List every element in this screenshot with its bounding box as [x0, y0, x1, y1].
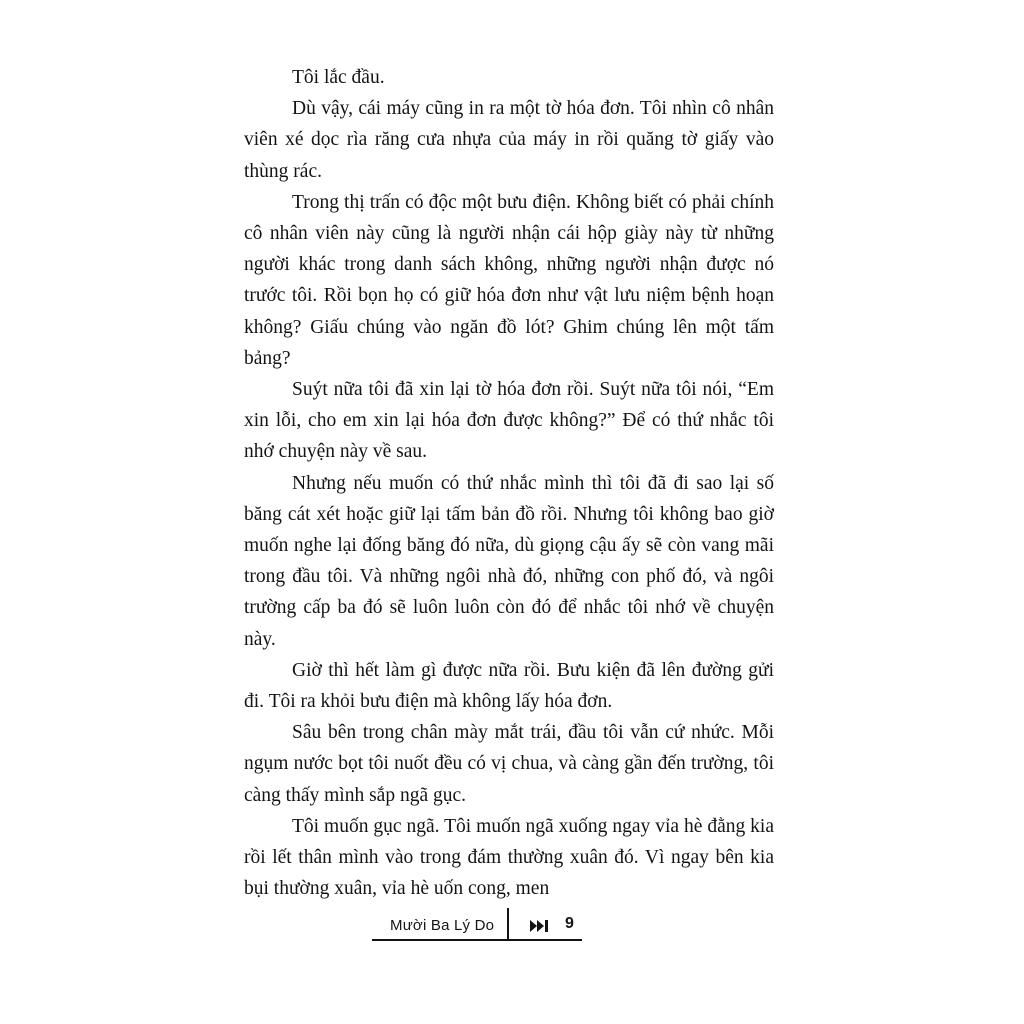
- paragraph: Sâu bên trong chân mày mắt trái, đầu tôi vẫn cứ nhức. Mỗi ngụm nước bọt tôi nuốt đều có vị chua, và càng gần đến trường, tôi càng thấy mình sắp ngã gục.: [244, 722, 774, 806]
- footer-divider: [507, 908, 509, 940]
- paragraph: Tôi lắc đầu.: [292, 67, 385, 88]
- paragraph: Giờ thì hết làm gì được nữa rồi. Bưu kiện đã lên đường gửi đi. Tôi ra khỏi bưu điện mà không lấy hóa đơn.: [244, 659, 774, 713]
- paragraph: Dù vậy, cái máy cũng in ra một tờ hóa đơn. Tôi nhìn cô nhân viên xé dọc rìa răng cưa nhựa của máy in rồi quăng tờ giấy vào thùng rác.: [244, 98, 774, 182]
- page-number: 9: [565, 915, 574, 932]
- body-text: [244, 62, 774, 904]
- paragraph: Trong thị trấn có độc một bưu điện. Không biết có phải chính cô nhân viên này cũng là người nhận cái hộp giày này từ những người khác trong danh sách không, những người nhận được nó trước tôi. Rồi bọn họ có giữ hóa đơn như vật lưu niệm bệnh hoạn không? Giấu chúng vào ngăn đồ lót? Ghim chúng lên một tấm bảng?: [244, 191, 774, 369]
- paragraph: Nhưng nếu muốn có thứ nhắc mình thì tôi đã đi sao lại số băng cát xét hoặc giữ lại tấm bản đồ rồi. Nhưng tôi không bao giờ muốn nghe lại đống băng đó nữa, dù giọng cậu ấy sẽ còn vang mãi trong đầu tôi. Và những ngôi nhà đó, những con phố đó, và ngôi trường cấp ba đó sẽ luôn luôn còn đó để nhắc tôi nhớ về chuyện này.: [244, 472, 774, 650]
- paragraph: Suýt nữa tôi đã xin lại tờ hóa đơn rồi. Suýt nữa tôi nói, “Em xin lỗi, cho em xin lại hóa đơn được không?” Để có thứ nhắc tôi nhớ chuyện này về sau.: [244, 379, 774, 463]
- footer-rule: [372, 939, 582, 941]
- book-title: Mười Ba Lý Do: [390, 917, 495, 934]
- page-footer: [372, 908, 582, 946]
- paragraph: Tôi muốn gục ngã. Tôi muốn ngã xuống ngay vỉa hè đằng kia rồi lết thân mình vào trong đám thường xuân đó. Vì ngay bên kia bụi thường xuân, vỉa hè uốn cong, men: [244, 815, 774, 900]
- fast-forward-icon: [530, 919, 552, 933]
